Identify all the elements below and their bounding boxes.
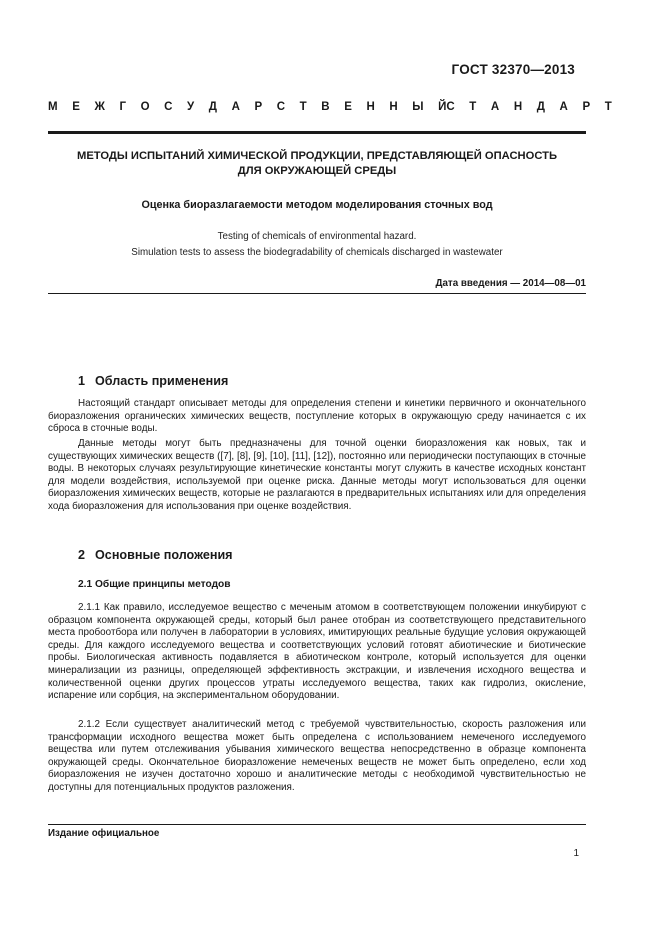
section-1-paragraph-2: Данные методы могут быть предназначены для точной оценки биоразложения как новых, так и существующих химических веществ ([7], [8], [9], [10], [11], [12]), постоянно или периодически поступающих в сточные воды. В некоторых случаях результирующие кинетические константы могут служить в качестве исходных констант для модели воздействия, используемой при оценке риска. Данные методы могут использоваться для оценки биоразложения химических веществ, которые не разлагаются в предварительных испытаниях или для определения хода биоразложения для использования при оценке воздействия. [48,438,586,512]
document-title [48,149,586,179]
interstate-letter: Е [72,101,80,113]
interstate-letter: Н [366,101,375,113]
interstate-letter: В [321,101,330,113]
interstate-word [48,101,446,113]
section-2-heading [78,548,233,562]
official-edition-label: Издание официальное [48,828,160,839]
section-2-number: 2 [78,548,86,562]
standard-letter: Т [604,101,612,113]
section-1-number: 1 [78,374,86,388]
interstate-letter: Й [438,101,447,113]
interstate-letter: М [48,101,58,113]
subsection-2-1-heading: 2.1 Общие принципы методов [78,579,231,590]
section-2-title: Основные положения [95,548,233,562]
gost-number: ГОСТ 32370—2013 [451,62,575,77]
interstate-letter: О [140,101,150,113]
interstate-letter: Р [254,101,263,113]
standard-word [446,101,611,113]
english-title-line-1: Testing of chemicals of environmental hazard. [217,231,417,242]
interstate-letter: С [276,101,286,113]
standard-letter: Н [513,101,523,113]
header-rule [48,131,586,134]
standard-letter: А [490,101,500,113]
interstate-letter: Ж [94,101,105,113]
standard-letter: Р [582,101,591,113]
section-1-heading [78,374,228,388]
interstate-letter: Е [344,101,352,113]
english-title [48,229,586,261]
interstate-standard-banner [48,101,612,113]
standard-letter: С [446,101,455,113]
document-subtitle: Оценка биоразлагаемости методом моделирования сточных вод [141,199,493,211]
section-2-paragraph-1: 2.1.1 Как правило, исследуемое вещество с меченым атомом в соответствующем положении инкубируют с образцом компонента окружающей среды, который был ранее отобран из соответствующего представительного места пробоотбора или получен в лаборатории в условиях, имитирующих реальные будущие условия окружающей среды. Для каждого исследуемого вещества и соответствующих условий готовят абиотические и биотические пробы. Биологическая активность подавляется в абиотическом контроле, который используется для оценки минерализации из разницы, определяющей эффективность экстракции, и извлечения исходного вещества и количественной оценки других процессов утраты исследуемого вещества, таких как гидролиз, окисление, испарение или сорбция, на экспериментальном оборудовании. [48,602,586,702]
standard-letter: Т [469,101,477,113]
title-line-2: ДЛЯ ОКРУЖАЮЩЕЙ СРЕДЫ [237,165,397,177]
interstate-letter: Д [208,101,217,113]
section-2-paragraph-2: 2.1.2 Если существует аналитический метод с требуемой чувствительностью, скорость разложения или трансформации исходного вещества может быть определена с использованием немеченого исследуемого вещества или путем отслеживания убывания химического вещества непосредственно в образце компонента окружающей среды. Окончательное биоразложение немеченых веществ не может быть определено, если ход биоразложения не изучен достаточно хорошо и аналитические методы с необходимой чувствительностью не доступны для потенциальных продуктов разложения. [48,719,586,793]
footer-rule [48,824,586,825]
title-line-1: МЕТОДЫ ИСПЫТАНИЙ ХИМИЧЕСКОЙ ПРОДУКЦИИ, ПРЕДСТАВЛЯЮЩЕЙ ОПАСНОСТЬ [77,150,557,162]
interstate-letter: Г [119,101,126,113]
english-title-line-2: Simulation tests to assess the biodegradability of chemicals discharged in wastewater [131,247,503,258]
introduction-date: Дата введения — 2014—08—01 [435,278,586,289]
interstate-letter: А [231,101,240,113]
interstate-letter: Ы [412,101,424,113]
standard-letter: А [559,101,568,113]
interstate-letter: Н [389,101,398,113]
section-1-title: Область применения [95,374,229,388]
standard-letter: Д [536,101,545,113]
page-number: 1 [573,848,579,859]
interstate-letter: С [164,101,173,113]
section-1-paragraph-1: Настоящий стандарт описывает методы для определения степени и кинетики первичного и окончательного биоразложения органических химических веществ, поступление которых в окружающую среду начинается с их сброса в сточные воды. [48,398,586,435]
interstate-letter: У [187,101,195,113]
interstate-letter: Т [299,101,307,113]
date-rule [48,293,586,294]
